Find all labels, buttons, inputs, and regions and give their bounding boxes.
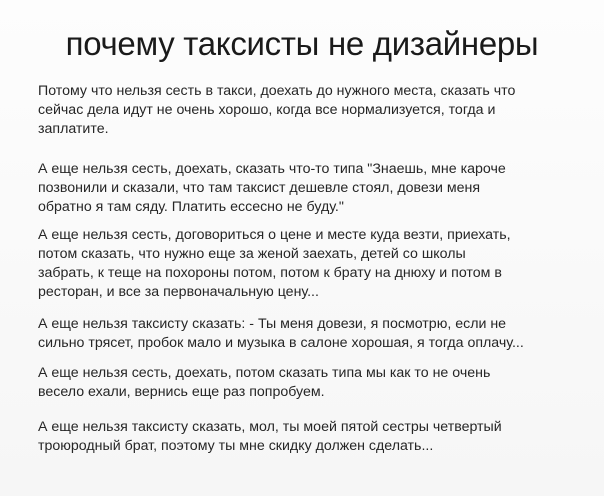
paragraph-3: [38, 226, 583, 302]
text-line: ресторан, и все за первоначальную цену...: [38, 284, 319, 300]
text-line: А еще нельзя сесть, доехать, сказать что-то типа "Знаешь, мне кароче: [38, 161, 506, 177]
text-line: сильно трясет, пробок мало и музыка в салоне хорошая, я тогда оплачу...: [38, 335, 524, 351]
paragraph-2: [38, 160, 583, 217]
paragraph-4: [38, 315, 583, 353]
text-line: Потому что нельзя сесть в такси, доехать до нужного места, сказать что: [38, 83, 516, 99]
text-line: весело ехали, вернись еще раз попробуем.: [38, 384, 325, 400]
page-title: почему таксисты не дизайнеры: [65, 25, 539, 62]
paragraph-5: [38, 364, 583, 402]
text-line: троюродный брат, поэтому ты мне скидку должен сделать...: [38, 438, 434, 454]
text-line: забрать, к теще на похороны потом, потом к брату на днюху и потом в: [38, 265, 502, 281]
text-line: позвонили и сказали, что там таксист дешевле стоял, довези меня: [38, 180, 481, 196]
text-line: А еще нельзя таксисту сказать, мол, ты моей пятой сестры четвертый: [38, 419, 502, 435]
text-line: А еще нельзя сесть, доехать, потом сказать типа мы как то не очень: [38, 365, 491, 381]
text-line: А еще нельзя сесть, договориться о цене и месте куда везти, приехать,: [38, 227, 511, 243]
text-line: сейчас дела идут не очень хорошо, когда все нормализуется, тогда и: [38, 102, 496, 118]
paragraph-6: [38, 418, 583, 456]
text-line: заплатите.: [38, 121, 109, 137]
paragraph-1: [38, 82, 583, 139]
text-line: потом сказать, что нужно еще за женой заехать, детей со школы: [38, 246, 466, 262]
text-line: обратно я там сяду. Платить ессесно не буду.": [38, 199, 344, 215]
text-line: А еще нельзя таксисту сказать: - Ты меня довези, я посмотрю, если не: [38, 316, 507, 332]
